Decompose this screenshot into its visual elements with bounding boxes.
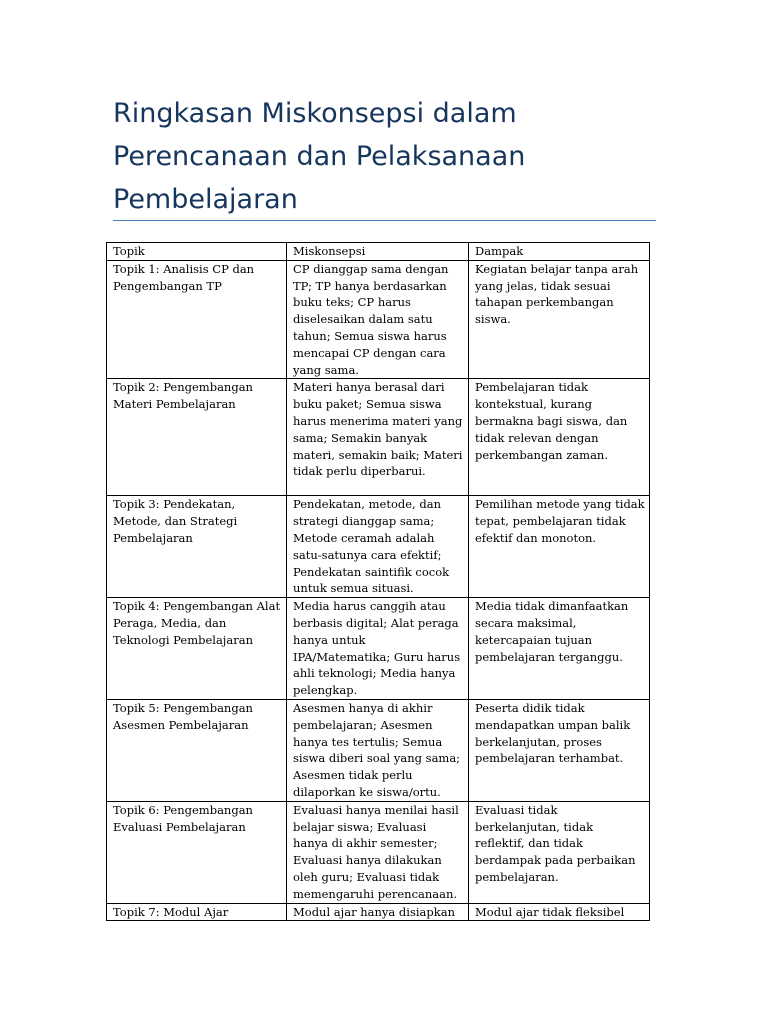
misconception-cell: Asesmen hanya di akhir pembelajaran; Asesmen hanya tes tertulis; Semua siswa diberi soal yang sama; Asesmen tidak perlu dilaporkan ke siswa/ortu.: [287, 699, 469, 801]
table-row: [107, 598, 650, 700]
impact-cell: Evaluasi tidak berkelanjutan, tidak reflektif, dan tidak berdampak pada perbaikan pembelajaran.: [469, 801, 650, 903]
impact-cell: Pembelajaran tidak kontekstual, kurang bermakna bagi siswa, dan tidak relevan dengan perkembangan zaman.: [469, 379, 650, 496]
topic-cell: Topik 5: Pengembangan Asesmen Pembelajaran: [107, 699, 287, 801]
topic-cell: Topik 2: Pengembangan Materi Pembelajaran: [107, 379, 287, 496]
header-impact: Dampak: [469, 243, 650, 261]
topic-cell: Topik 7: Modul Ajar: [107, 903, 287, 921]
table-row: [107, 699, 650, 801]
impact-cell: Kegiatan belajar tanpa arah yang jelas, tidak sesuai tahapan perkembangan siswa.: [469, 260, 650, 379]
misconception-cell: CP dianggap sama dengan TP; TP hanya berdasarkan buku teks; CP harus diselesaikan dalam satu tahun; Semua siswa harus mencapai CP dengan cara yang sama.: [287, 260, 469, 379]
title-underline: [113, 220, 656, 221]
misconception-cell: Modul ajar hanya disiapkan: [287, 903, 469, 921]
table-row: [107, 496, 650, 598]
misconception-cell: Evaluasi hanya menilai hasil belajar siswa; Evaluasi hanya di akhir semester; Evaluasi hanya dilakukan oleh guru; Evaluasi tidak memengaruhi perencanaan.: [287, 801, 469, 903]
table-header-row: [107, 243, 650, 261]
document-title: Ringkasan Miskonsepsi dalam Perencanaan dan Pelaksanaan Pembelajaran: [113, 98, 526, 215]
table-row: [107, 903, 650, 921]
misconception-cell: Materi hanya berasal dari buku paket; Semua siswa harus menerima materi yang sama; Semakin banyak materi, semakin baik; Materi tidak perlu diperbarui.: [287, 379, 469, 496]
topic-cell: Topik 3: Pendekatan, Metode, dan Strategi Pembelajaran: [107, 496, 287, 598]
topic-cell: Topik 4: Pengembangan Alat Peraga, Media, dan Teknologi Pembelajaran: [107, 598, 287, 700]
impact-cell: Modul ajar tidak fleksibel: [469, 903, 650, 921]
header-misconception: Miskonsepsi: [287, 243, 469, 261]
table-row: [107, 801, 650, 903]
impact-cell: Peserta didik tidak mendapatkan umpan balik berkelanjutan, proses pembelajaran terhambat.: [469, 699, 650, 801]
misconception-cell: Pendekatan, metode, dan strategi dianggap sama; Metode ceramah adalah satu-satunya cara efektif; Pendekatan saintifik cocok untuk semua situasi.: [287, 496, 469, 598]
impact-cell: Media tidak dimanfaatkan secara maksimal, ketercapaian tujuan pembelajaran terganggu.: [469, 598, 650, 700]
table-row: [107, 260, 650, 379]
header-topic: Topik: [107, 243, 287, 261]
misconception-summary-table: [106, 242, 650, 921]
topic-cell: Topik 1: Analisis CP dan Pengembangan TP: [107, 260, 287, 379]
impact-cell: Pemilihan metode yang tidak tepat, pembelajaran tidak efektif dan monoton.: [469, 496, 650, 598]
topic-cell: Topik 6: Pengembangan Evaluasi Pembelajaran: [107, 801, 287, 903]
misconception-cell: Media harus canggih atau berbasis digital; Alat peraga hanya untuk IPA/Matematika; Guru harus ahli teknologi; Media hanya pelengkap.: [287, 598, 469, 700]
table-row: [107, 379, 650, 496]
